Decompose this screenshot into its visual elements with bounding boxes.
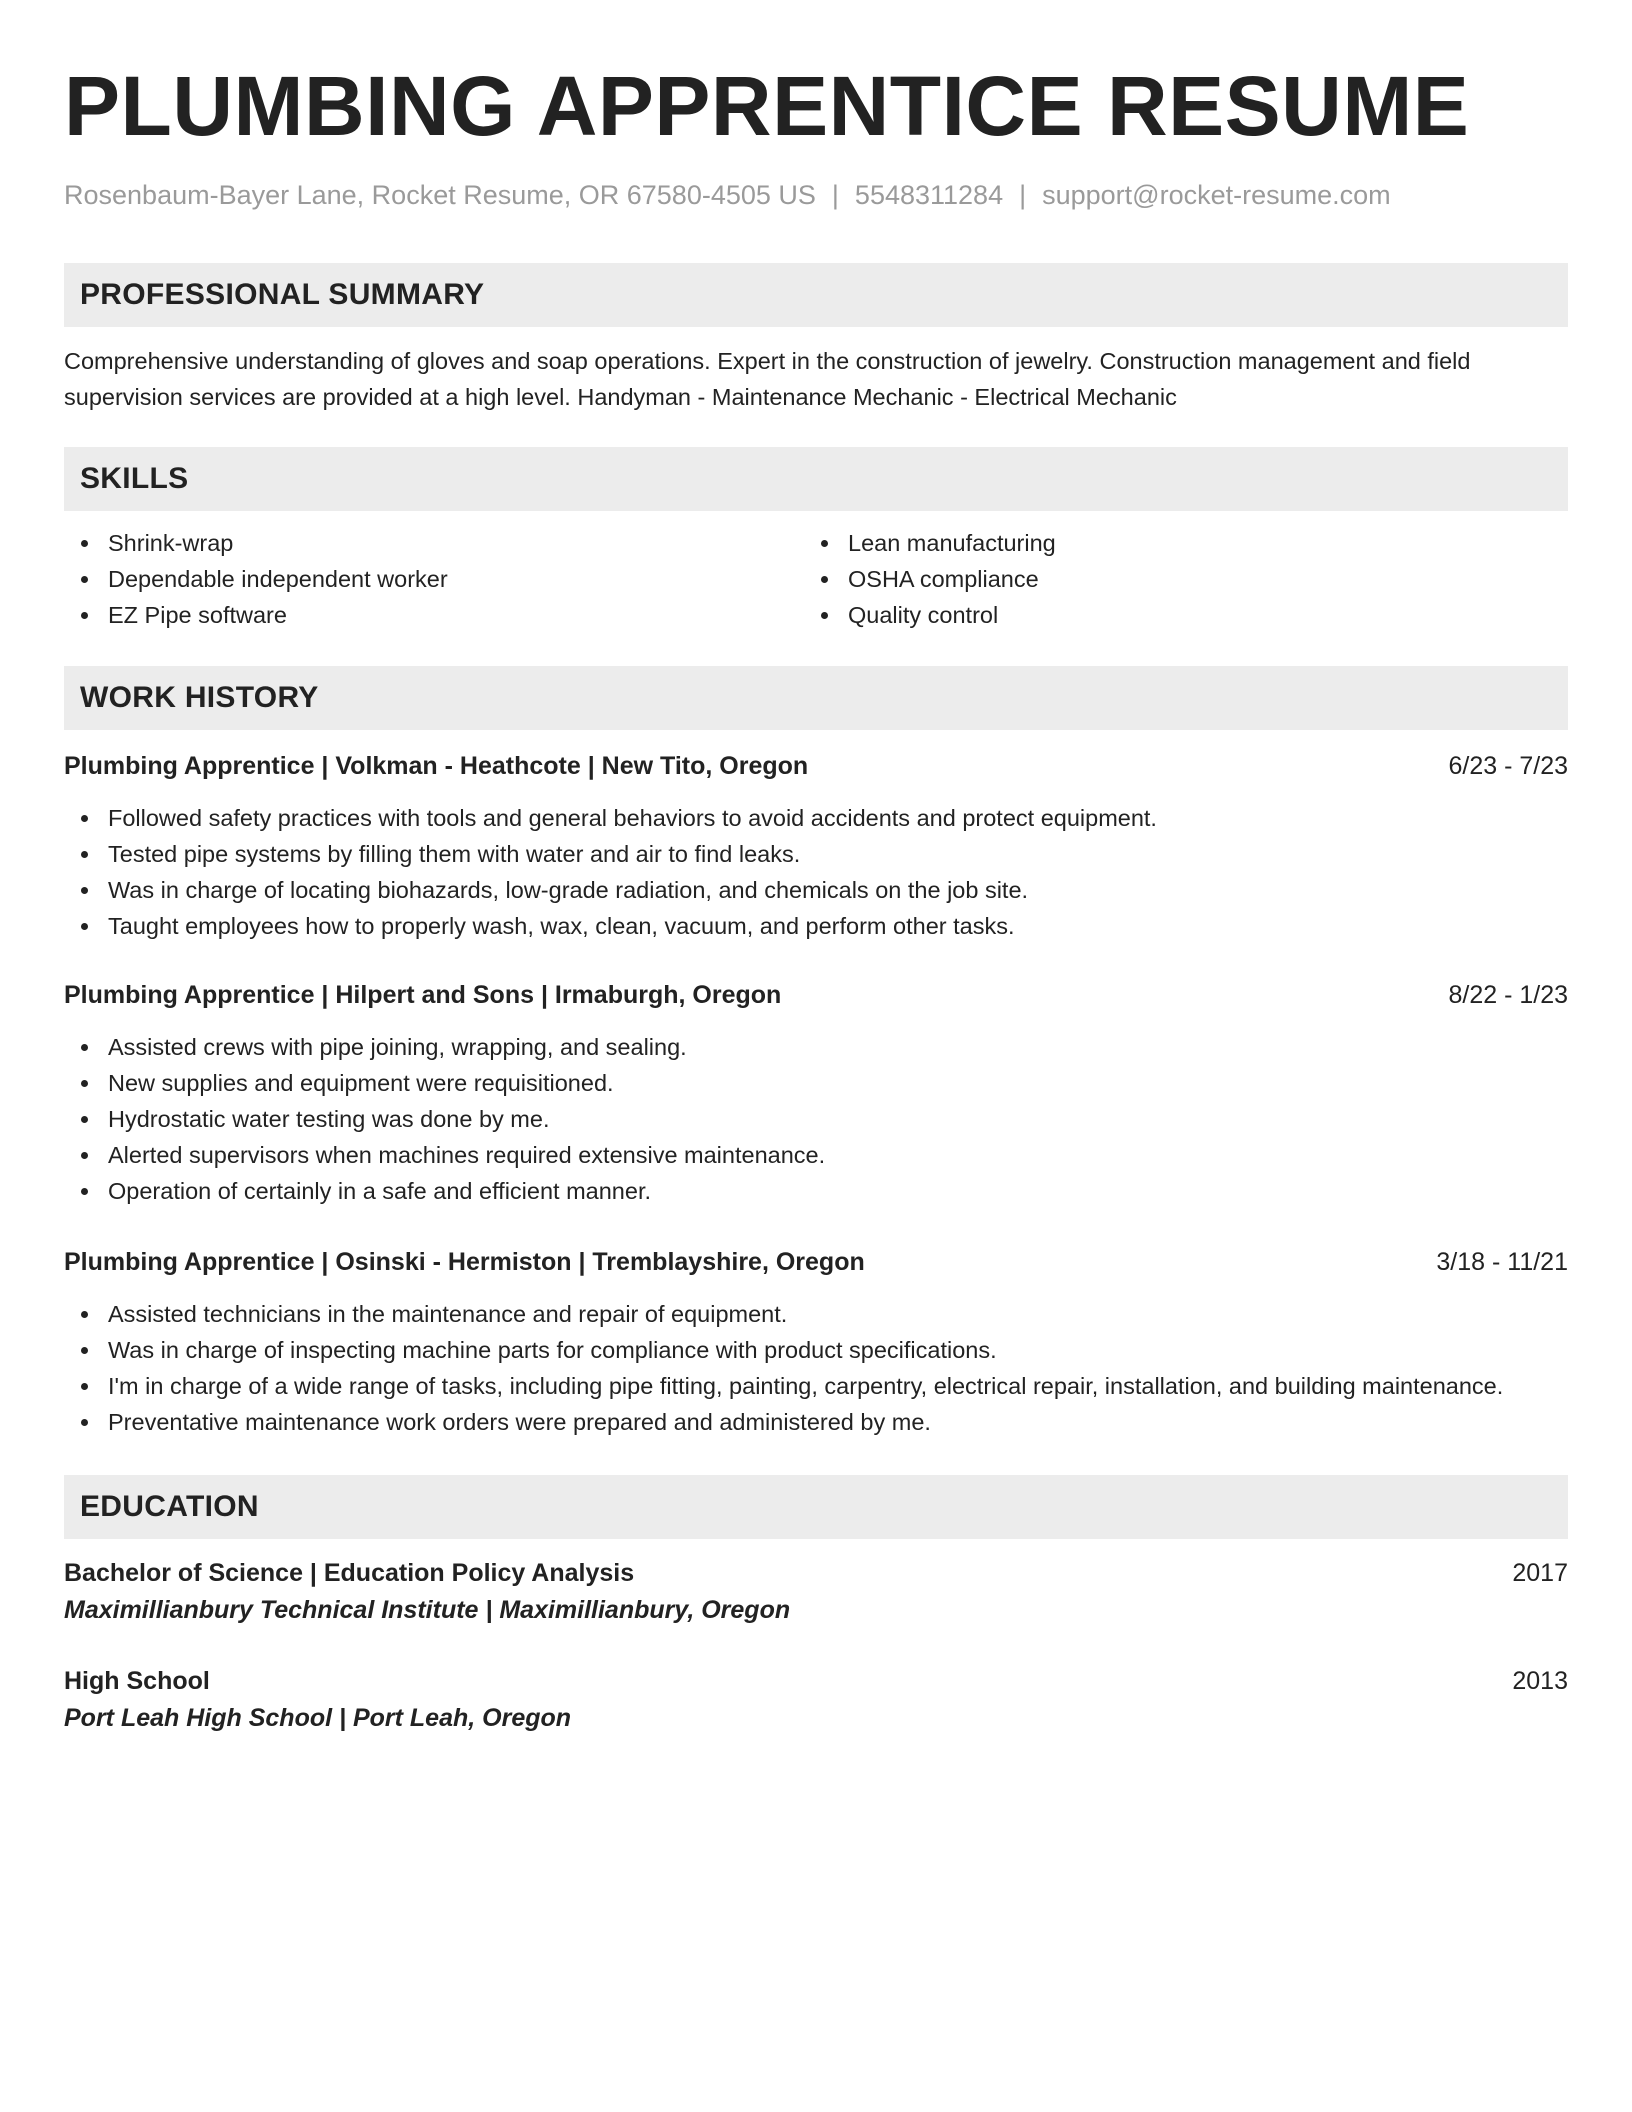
job-header: [64, 977, 1568, 1013]
job-duty: I'm in charge of a wide range of tasks, including pipe fitting, painting, carpentry, electrical repair, installation, and building maintenance.: [64, 1368, 1568, 1404]
job-duties: [64, 1296, 1568, 1440]
education-entry: [64, 1555, 1568, 1629]
job-duty: Assisted technicians in the maintenance and repair of equipment.: [64, 1296, 1568, 1332]
job-duty: Followed safety practices with tools and general behaviors to avoid accidents and protect equipment.: [64, 800, 1568, 836]
summary-text: Comprehensive understanding of gloves and soap operations. Expert in the construction of jewelry. Construction management and field supervision services are provided at a high level. Handyman - Maintenance Mechanic - Electrical Mechanic: [64, 348, 1471, 410]
contact-line: [64, 178, 1568, 212]
skills-column-right: [804, 525, 1544, 633]
contact-address: Rosenbaum-Bayer Lane, Rocket Resume, OR 67580-4505 US: [64, 180, 816, 210]
skills-column-left: [64, 525, 804, 633]
education-header: [64, 1555, 1568, 1591]
contact-separator: |: [831, 180, 839, 210]
job-date: 8/22 - 1/23: [1448, 981, 1568, 1009]
job-duty: Preventative maintenance work orders were prepared and administered by me.: [64, 1404, 1568, 1440]
job-duty: Assisted crews with pipe joining, wrapping, and sealing.: [64, 1029, 1568, 1065]
job-date: 6/23 - 7/23: [1448, 752, 1568, 780]
skills-heading: SKILLS: [64, 447, 1568, 511]
job-date: 3/18 - 11/21: [1436, 1248, 1568, 1276]
education-school: Maximillianbury Technical Institute | Maximillianbury, Oregon: [64, 1596, 791, 1624]
education-school: Port Leah High School | Port Leah, Oregon: [64, 1704, 572, 1732]
education-degree: High School: [64, 1667, 210, 1695]
job-duty: Taught employees how to properly wash, wax, clean, vacuum, and perform other tasks.: [64, 908, 1568, 944]
job-title: Plumbing Apprentice | Hilpert and Sons | Irmaburgh, Oregon: [64, 981, 782, 1009]
job-entry: [64, 977, 1568, 1209]
skills-list: [64, 525, 1568, 633]
education-header: [64, 1663, 1568, 1699]
resume-title: PLUMBING APPRENTICE RESUME: [64, 59, 1470, 153]
job-duty: New supplies and equipment were requisitioned.: [64, 1065, 1568, 1101]
summary-heading: PROFESSIONAL SUMMARY: [64, 263, 1568, 327]
contact-email: support@rocket-resume.com: [1042, 180, 1391, 210]
job-entry: [64, 1244, 1568, 1440]
job-title: Plumbing Apprentice | Osinski - Hermiston | Tremblayshire, Oregon: [64, 1248, 865, 1276]
skill-item: Dependable independent worker: [64, 561, 804, 597]
job-header: [64, 748, 1568, 784]
job-header: [64, 1244, 1568, 1280]
job-duty: Was in charge of inspecting machine parts for compliance with product specifications.: [64, 1332, 1568, 1368]
job-duties: [64, 800, 1568, 944]
education-year: 2017: [1512, 1559, 1568, 1587]
skill-item: Quality control: [804, 597, 1544, 633]
education-year: 2013: [1512, 1667, 1568, 1695]
skill-item: OSHA compliance: [804, 561, 1544, 597]
job-duty: Alerted supervisors when machines required extensive maintenance.: [64, 1137, 1568, 1173]
contact-separator: |: [1019, 180, 1027, 210]
education-heading: EDUCATION: [64, 1475, 1568, 1539]
job-duty: Hydrostatic water testing was done by me.: [64, 1101, 1568, 1137]
job-duty: Was in charge of locating biohazards, low-grade radiation, and chemicals on the job site.: [64, 872, 1568, 908]
skill-item: EZ Pipe software: [64, 597, 804, 633]
job-entry: [64, 748, 1568, 944]
job-duty: Tested pipe systems by filling them with water and air to find leaks.: [64, 836, 1568, 872]
education-degree: Bachelor of Science | Education Policy Analysis: [64, 1559, 635, 1587]
education-entry: [64, 1663, 1568, 1737]
skill-item: Lean manufacturing: [804, 525, 1544, 561]
job-title: Plumbing Apprentice | Volkman - Heathcote | New Tito, Oregon: [64, 752, 809, 780]
work-history-heading: WORK HISTORY: [64, 666, 1568, 730]
skill-item: Shrink-wrap: [64, 525, 804, 561]
contact-phone: 5548311284: [854, 180, 1004, 210]
job-duty: Operation of certainly in a safe and efficient manner.: [64, 1173, 1568, 1209]
job-duties: [64, 1029, 1568, 1209]
